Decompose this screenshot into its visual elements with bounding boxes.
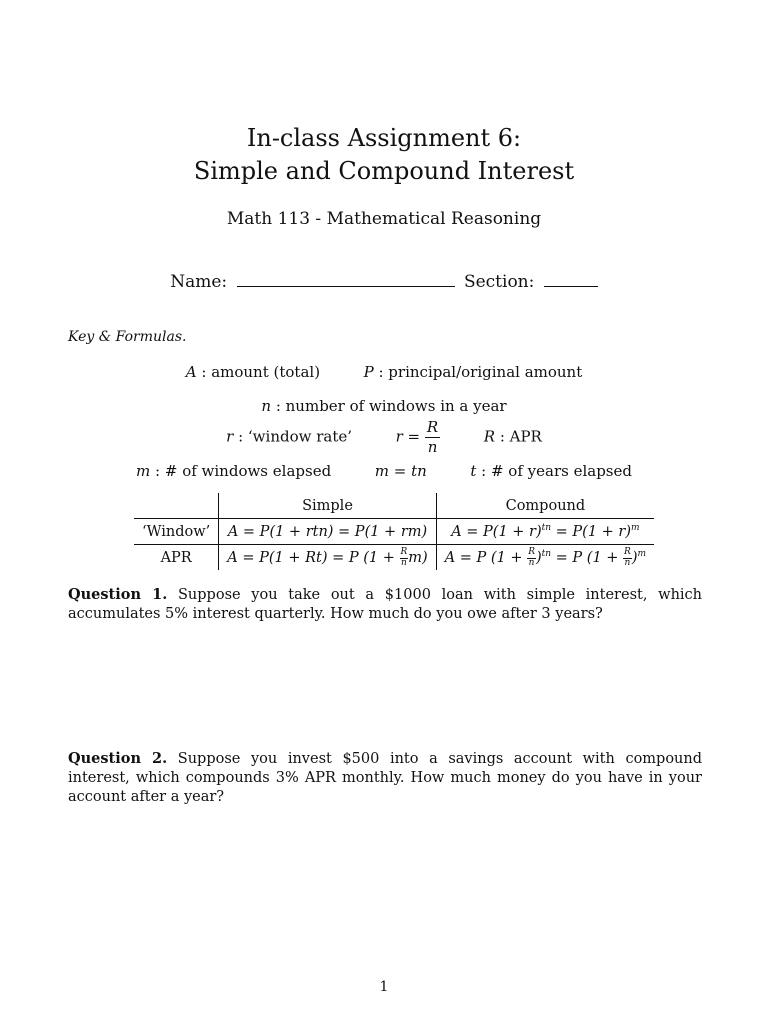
key-line-1 xyxy=(0,363,768,381)
question-1-label: Question 1. xyxy=(68,586,168,603)
page-number: 1 xyxy=(379,979,389,995)
var-R: R xyxy=(483,427,496,446)
table-corner xyxy=(134,493,219,519)
row-header-window: ‘Window’ xyxy=(134,519,219,545)
m-equation: m = tn xyxy=(374,462,427,480)
var-n: n xyxy=(261,397,272,415)
desc-A: : amount (total) xyxy=(201,363,321,381)
key-line-3 xyxy=(0,420,768,455)
question-1-text: Suppose you take out a $1000 loan with simple interest, which accumulates 5% interest quarterly. How much do you owe after 3 years? xyxy=(68,587,703,622)
desc-n: : number of windows in a year xyxy=(275,397,507,415)
var-t: t xyxy=(470,462,477,480)
apr-simple-formula: A = P(1 + Rt) = P (1 + $\frac{R}{n}$ m) xyxy=(219,545,436,571)
section-label: Section: xyxy=(463,272,535,292)
key-line-4 xyxy=(0,462,768,480)
desc-R: : APR xyxy=(499,427,542,446)
key-heading: Key & Formulas. xyxy=(68,329,187,345)
var-P: P xyxy=(363,363,374,381)
question-2-label: Question 2. xyxy=(68,750,168,767)
question-2-text: Suppose you invest $500 into a savings account with compound interest, which compounds 3% APR monthly. How much money do you have in your account after a year? xyxy=(68,751,703,805)
var-A: A xyxy=(185,363,197,381)
table-row-apr xyxy=(134,545,654,571)
desc-P: : principal/original amount xyxy=(378,363,583,381)
name-section-row xyxy=(0,268,768,292)
r-equation-lhs: r = xyxy=(395,427,421,446)
answer-space-2[interactable] xyxy=(68,792,702,962)
title-line-1: In-class Assignment 6: xyxy=(246,124,522,152)
course-name: Math 113 - Mathematical Reasoning xyxy=(226,209,542,229)
answer-space-1[interactable] xyxy=(68,628,702,738)
col-header-compound: Compound xyxy=(436,493,654,519)
var-r: r xyxy=(226,427,234,446)
formula-table xyxy=(134,493,654,570)
key-line-2 xyxy=(0,397,768,415)
question-1 xyxy=(68,585,702,624)
row-header-apr: APR xyxy=(160,549,192,566)
desc-r: : ‘window rate’ xyxy=(238,427,353,446)
apr-compound-formula: A = P (1 + $\frac{R}{n}$ )$^{tn}$ = P (1 + $\frac{R}{n}$ )$^m$ xyxy=(436,545,654,571)
name-label: Name: xyxy=(170,272,228,292)
col-header-simple: Simple xyxy=(219,493,436,519)
desc-m: : # of windows elapsed xyxy=(155,462,332,480)
var-m: m xyxy=(136,462,151,480)
window-simple-formula: A = P(1 + rtn) = P(1 + rm) xyxy=(219,519,436,545)
title-line-2: Simple and Compound Interest xyxy=(193,157,575,185)
r-fraction: $\frac{R}{n}$ xyxy=(426,418,439,456)
desc-t: : # of years elapsed xyxy=(481,462,632,480)
table-row-window xyxy=(134,519,654,545)
name-blank[interactable] xyxy=(237,268,455,287)
window-compound-formula: $A = P(1 + r)^{tn} = P(1 + r)^m$ xyxy=(436,519,654,545)
table-header-row xyxy=(134,493,654,519)
section-blank[interactable] xyxy=(544,268,598,287)
